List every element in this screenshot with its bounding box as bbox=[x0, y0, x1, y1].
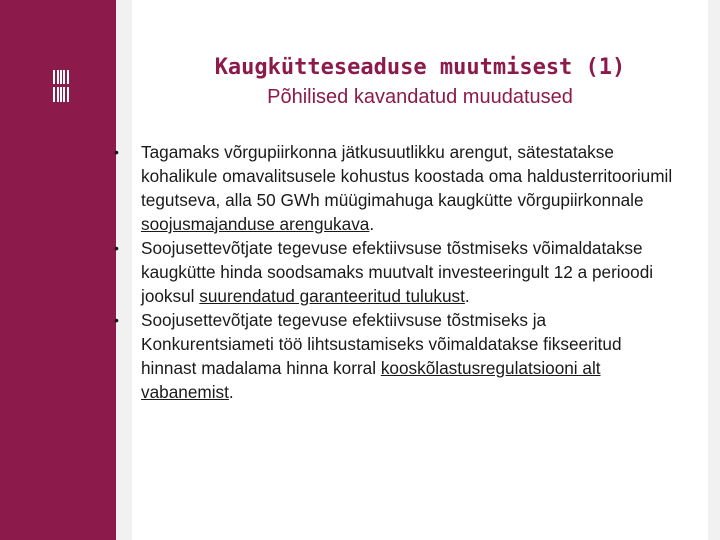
bullet-end: . bbox=[228, 382, 234, 402]
bullet-text: Soojusettevõtjate tegevuse efektiivsuse tõstmiseks võimaldatakse kaugkütte hinda soodsamaks muutvalt investeeringult 12 a perioodi jooksul bbox=[141, 238, 654, 306]
bullet-underlined-term: kooskõlastusregulatsiooni alt vabanemist bbox=[141, 358, 601, 402]
bullet-underlined-term: suurendatud garanteeritud tulukust bbox=[199, 286, 465, 306]
slide-subtitle: Põhilised kavandatud muudatused bbox=[267, 86, 573, 108]
bullet-text: Soojusettevõtjate tegevuse efektiivsuse tõstmiseks ja Konkurentsiameti töö lihtsustamiseks võimaldatakse fikseeritud hinnast madalama hinna korral bbox=[141, 310, 622, 378]
barcode-logo-icon bbox=[53, 70, 69, 102]
sidebar-panel bbox=[0, 0, 116, 540]
right-edge-strip bbox=[708, 0, 720, 540]
bullet-list bbox=[110, 140, 680, 404]
bullet-underlined-term: soojusmajanduse arengukava bbox=[141, 214, 370, 234]
bullet-dot-icon: • bbox=[114, 240, 119, 256]
bullet-item bbox=[110, 140, 680, 236]
bullet-item bbox=[110, 236, 680, 308]
bullet-text: Tagamaks võrgupiirkonna jätkusuutlikku arengut, sätestatakse kohalikule omavalitsusele kohustus koostada oma haldusterritooriumil tegutseva, alla 50 GWh müügimahuga kaugkütte võrgupiirkonnale bbox=[141, 142, 673, 210]
bullet-end: . bbox=[464, 286, 470, 306]
slide-title: Kaugkütteseaduse muutmisest (1) bbox=[214, 55, 626, 80]
bullet-dot-icon: • bbox=[114, 312, 119, 328]
bullet-end: . bbox=[369, 214, 375, 234]
bullet-item bbox=[110, 308, 680, 404]
bullet-dot-icon: • bbox=[114, 144, 119, 160]
